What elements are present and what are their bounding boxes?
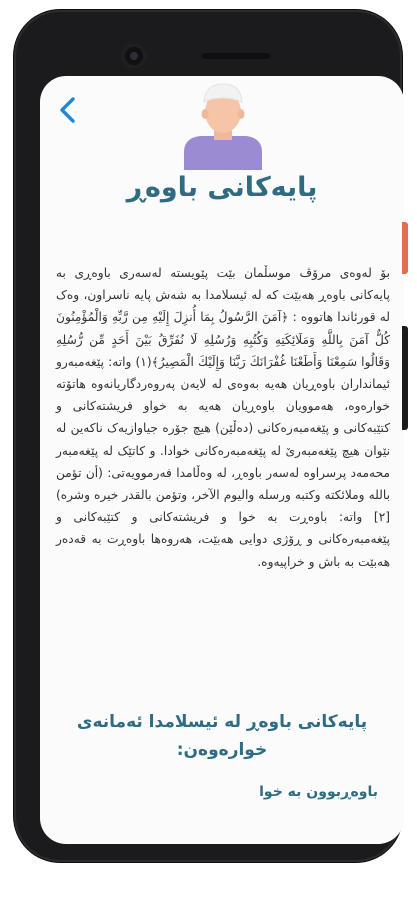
- earpiece-speaker: [202, 53, 270, 59]
- chevron-left-icon: [54, 94, 82, 126]
- phone-frame: [14, 10, 402, 862]
- list-item[interactable]: باوەڕبوون بە خوا: [259, 784, 378, 800]
- app-screen: [40, 76, 404, 844]
- section-subheading: پایەکانی باوەڕ لە ئیسلامدا ئەمانەی خوارەوەن:: [76, 712, 368, 760]
- user-avatar-icon: [182, 78, 264, 170]
- front-camera: [121, 43, 147, 69]
- page-title: پایەکانی باوەڕ: [126, 172, 318, 203]
- intro-paragraph: بۆ لەوەی مرۆڤ موسڵمان بێت پێویستە لەسەری باوەڕی بە پایەکانی باوەڕ هەبێت کە لە ئیسلامدا بە شەش پایە ناسراون، وەک لە قورئاندا هاتووە : ﴿آمَنَ الرَّسُولُ بِمَا أُنزِلَ إِلَيْهِ مِن رَّبِّهِ وَالْمُؤْمِنُونَ كُلٌّ آمَنَ بِاللَّهِ وَمَلَائِكَتِهِ وَكُتُبِهِ وَرُسُلِهِ لَا نُفَرِّقُ بَيْنَ أَحَدٍ مِّن رُّسُلِهِ وَقَالُوا سَمِعْنَا وَأَطَعْنَا غُفْرَانَكَ رَبَّنَا وَإِلَيْكَ الْمَصِيرُ﴾(١) واتە: پێغەمبەرو ئیمانداران باوەڕیان هەیە بەوەی لە لایەن پەروەردگاریانەوە هاتۆتە خوارەوە، هەموویان باوەڕیان هەیە بە خواو فریشتەکانی و کتێبەکانی و پێغەمبەرەکانی (دەڵێن) هیچ جۆرە جیاوازیەک ناکەین لە نێوان هیچ پێغەمبەرێ لە پێغەمبەرەکانی خوادا. و کاتێک لە پێغەمبەر محەمەد پرسراوە لەسەر باوەڕ، لە وەڵامدا فەرموویەتی: (أن تؤمن بالله وملائكته وكتبه ورسله واليوم الآخر، وتؤمن بالقدر خيره وشره)[٢] واتە: باوەڕت بە خوا و فریشتەکانی و کتێبەکانی و پێغەمبەرەکانی و ڕۆژی دوایی هەبێت، هەروەها باوەڕت بە قەدەر هەبێت بە باش و خراپیەوە.: [56, 266, 390, 569]
- back-button[interactable]: [54, 94, 82, 126]
- volume-button: [402, 326, 408, 430]
- power-button: [402, 222, 408, 274]
